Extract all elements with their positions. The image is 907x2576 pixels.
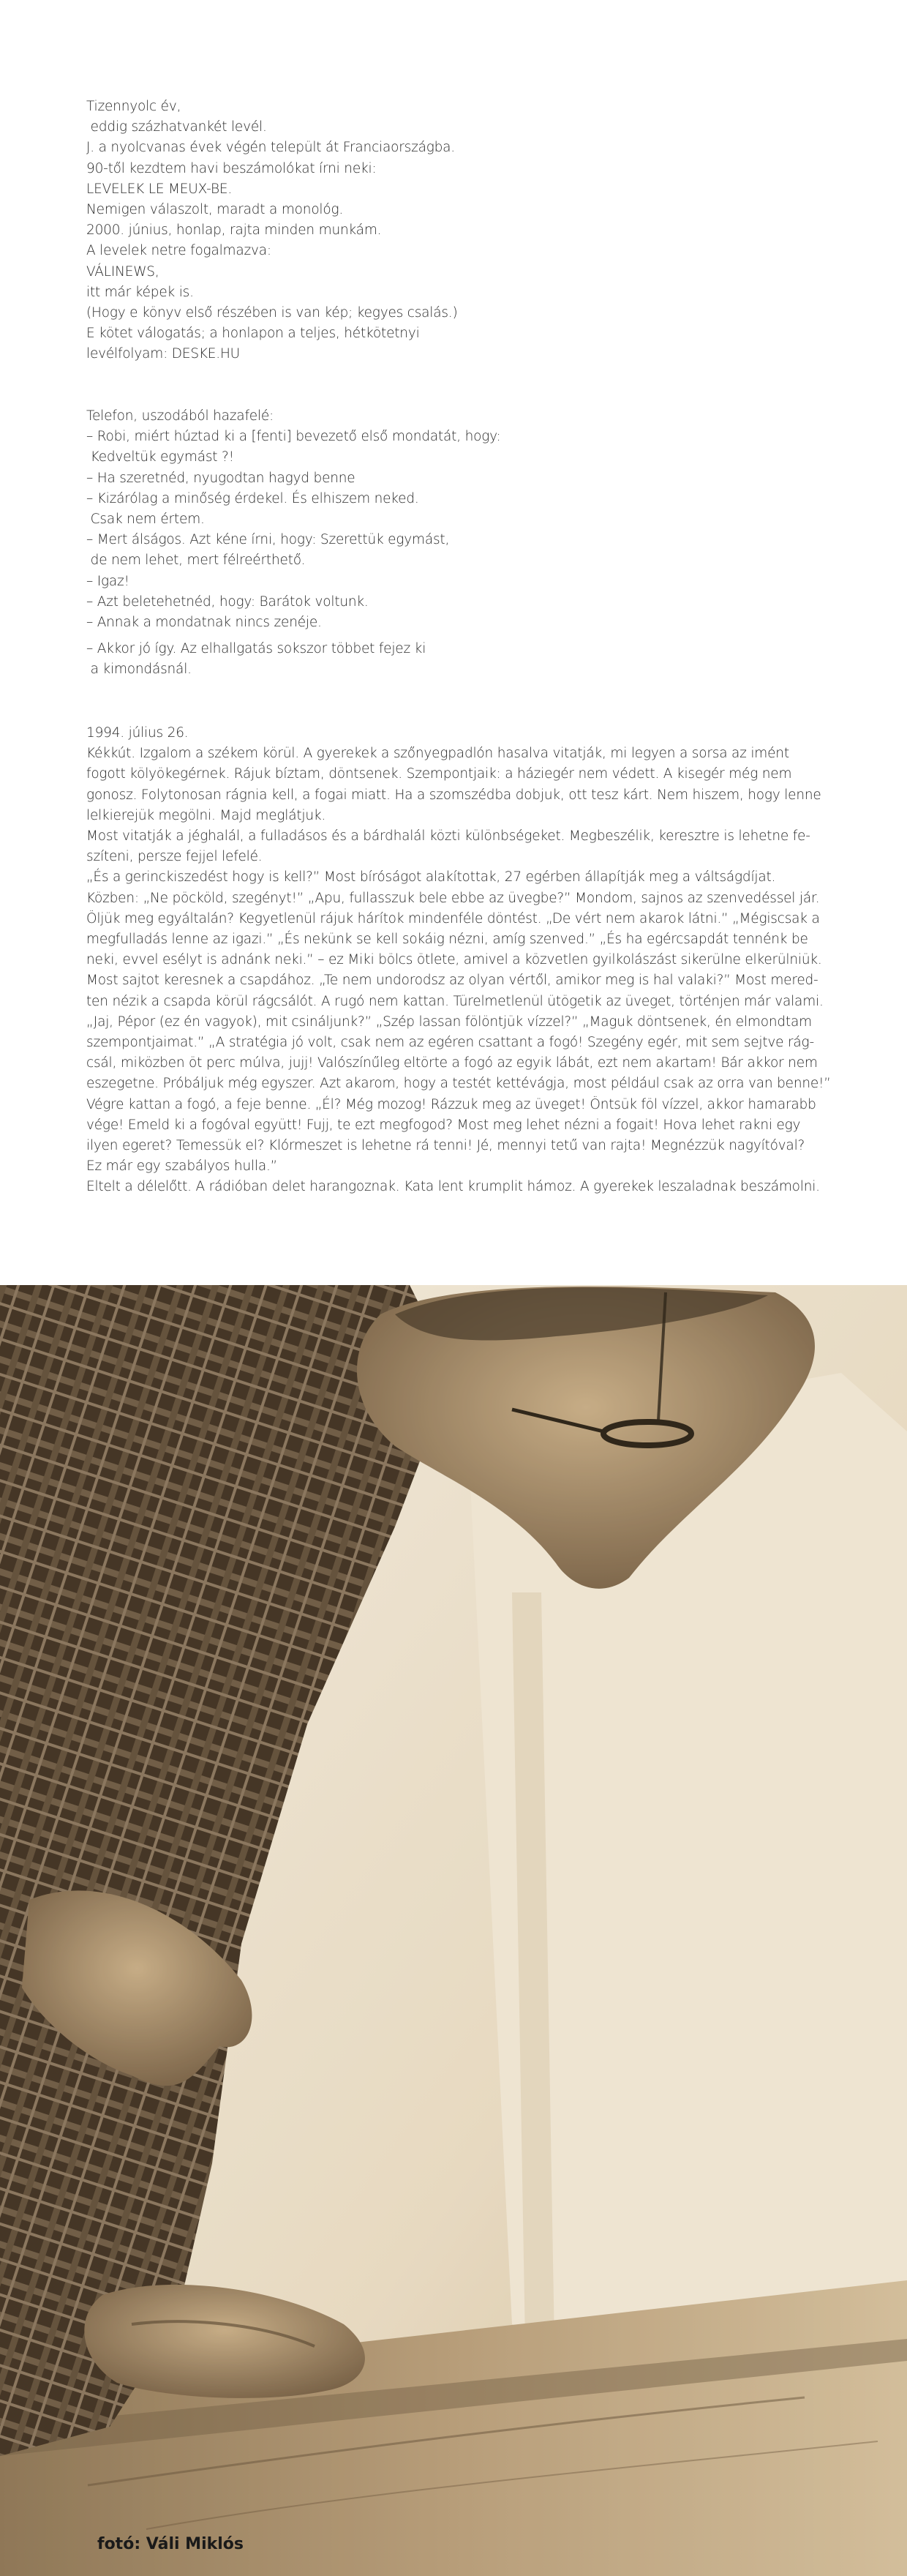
dialogue-line: Telefon, uszodából hazafelé: [86, 408, 274, 424]
dialogue-line: – Annak a mondatnak nincs zenéje. [86, 615, 322, 631]
intro-line: (Hogy e könyv első részében is van kép; kegyes csalás.) [86, 305, 458, 321]
dialogue-line: a kimondásnál. [86, 662, 192, 678]
diary-line: Végre kattan a fogó, a feje benne. „Él? Még mozog! Rázzuk meg az üveget! Öntsük föl vízzel, akkor hamarabb [86, 1096, 816, 1112]
intro-text [86, 97, 825, 365]
dialogue-line: – Ha szeretnéd, nyugodtan hagyd benne [86, 470, 355, 486]
photo-credit: fotó: Váli Miklós [97, 2535, 244, 2553]
dialogue-line: – Robi, miért húztad ki a [fenti] bevezető első mondatát, hogy: [86, 429, 501, 445]
diary-line: ilyen egeret? Temessük el? Klórmeszet is lehetne rá tenni! Jé, mennyi tetű van rajta! Megnézzük nagyítóval? [86, 1138, 805, 1154]
intro-line: J. a nyolcvanas évek végén települt át Franciaországba. [86, 140, 455, 156]
dialogue-line: – Mert álságos. Azt kéne írni, hogy: Szerettük egymást, [86, 532, 450, 548]
diary-line: Ez már egy szabályos hulla.” [86, 1158, 278, 1175]
diary-line: 1994. július 26. [86, 725, 189, 741]
intro-line: eddig százhatvankét levél. [86, 119, 267, 135]
diary-line: megfulladás lenne az igazi.” „És nekünk se kell sokáig nézni, amíg szenved.” „És ha egércsapdát tennénk be [86, 932, 808, 948]
diary-line: Öljük meg egyáltalán? Kegyetlenül rájuk hárítok mindenféle döntést. „De vért nem akarok látni.” „Mégiscsak a [86, 910, 820, 926]
dialogue-line: Kedveltük egymást ?! [86, 449, 234, 465]
diary-line: eszegetne. Próbáljuk még egyszer. Azt akarom, hogy a testét kettévágja, most például csak az orra van benne!” [86, 1076, 831, 1092]
diary-line: „Jaj, Pépor (ez én vagyok), mit csináljunk?” „Szép lassan fölöntjük vízzel?” „Maguk döntsenek, én elmondtam [86, 1014, 812, 1030]
diary-line: Eltelt a délelőtt. A rádióban delet harangoznak. Kata lent krumplit hámoz. A gyerekek leszaladnak beszámolni. [86, 1179, 820, 1195]
dialogue-text [86, 406, 825, 681]
dialogue-line: – Azt beletehetnéd, hogy: Barátok voltunk. [86, 594, 369, 610]
diary-line: Most sajtot keresnek a csapdához. „Te nem undorodsz az olyan vértől, amikor meg is hal valaki?” Most mered- [86, 973, 818, 989]
diary-line: „És a gerinckiszedést hogy is kell?” Most bíróságot alakítottak, 27 egérben állapítják meg a váltságdíjat. [86, 869, 776, 886]
intro-line: 2000. június, honlap, rajta minden munkám. [86, 222, 382, 239]
intro-line: E kötet válogatás; a honlapon a teljes, hétkötetnyi [86, 326, 420, 342]
diary-line: Kékkút. Izgalom a székem körül. A gyerekek a szőnyegpadlón hasalva vitatják, mi legyen a sorsa az imént [86, 746, 789, 762]
dialogue-line: Csak nem értem. [86, 512, 205, 528]
diary-text [86, 723, 831, 1198]
diary-line: lelkierejük megölni. Majd meglátjuk. [86, 807, 326, 823]
diary-line: Most vitatják a jéghalál, a fulladásos és a bárdhalál közti különbségeket. Megbeszélik, keresztre is lehetne fe- [86, 828, 810, 845]
diary-line: vége! Emeld ki a fogóval együtt! Fujj, te ezt megfogod? Most meg lehet nézni a fogait! Hova lehet rakni egy [86, 1117, 801, 1133]
dialogue-line: – Igaz! [86, 573, 129, 589]
diary-line: gonosz. Folytonosan rágnia kell, a fogai miatt. Ha a szomszédba dobjuk, ott tesz kárt. Nem hiszem, hogy lenne [86, 787, 821, 803]
intro-line: Tizennyolc év, [86, 99, 181, 114]
intro-line: A levelek netre fogalmazva: [86, 243, 271, 259]
diary-line: szíteni, persze fejjel lefelé. [86, 849, 263, 865]
photo-illustration [0, 1285, 907, 2576]
intro-line: itt már képek is. [86, 284, 194, 300]
dialogue-line: – Akkor jó így. Az elhallgatás sokszor többet fejez ki [86, 641, 426, 657]
intro-line: 90-től kezdtem havi beszámolókat írni neki: [86, 160, 377, 176]
photo-old-man-with-glasses [0, 1285, 907, 2576]
diary-line: ten nézik a csapda körül rágcsálót. A rugó nem kattan. Türelmetlenül ütögetik az üveget, történjen már valami. [86, 993, 824, 1009]
dialogue-line: – Kizárólag a minőség érdekel. És elhiszem neked. [86, 490, 419, 506]
intro-line: VÁLINEWS, [86, 263, 159, 280]
diary-line: neki, evvel esélyt is adnánk neki.” – ez Miki bölcs ötlete, amivel a közvetlen gyilkolászást sikerülne elkerülniük. [86, 952, 822, 968]
diary-line: csál, miközben öt perc múlva, jujj! Valószínűleg eltörte a fogó az egyik lábát, ezt nem akartam! Bár akkor nem [86, 1055, 818, 1071]
diary-line: Közben: „Ne pöcköld, szegényt!” „Apu, fullasszuk bele ebbe az üvegbe?” Mondom, sajnos az szenvedéssel jár. [86, 890, 820, 906]
diary-line: fogott kölyökegérnek. Rájuk bíztam, döntsenek. Szempontjaik: a háziegér nem védett. A kisegér még nem [86, 766, 792, 782]
dialogue-line: de nem lehet, mert félreérthető. [86, 553, 306, 569]
intro-line: Nemigen válaszolt, maradt a monológ. [86, 202, 344, 218]
intro-line: LEVELEK LE MEUX-BE. [86, 181, 233, 197]
dialogue-line [86, 633, 825, 639]
intro-line: levélfolyam: DESKE.HU [86, 346, 241, 362]
diary-line: szempontjaimat.” „A stratégia jó volt, csak nem az egéren csattant a fogó! Szegény egér, mit sem sejtve rág- [86, 1035, 814, 1051]
